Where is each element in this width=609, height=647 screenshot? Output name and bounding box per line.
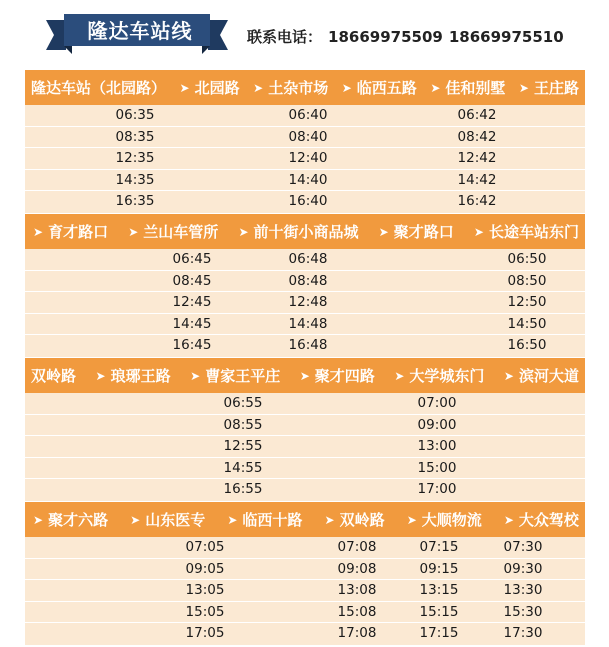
stop-label: 兰山车管所 — [143, 223, 219, 241]
time-cell: 15:30 — [503, 603, 543, 620]
stop-label: 前十街小商品城 — [253, 223, 359, 241]
stop — [225, 509, 302, 530]
time-cell: 06:48 — [288, 251, 328, 267]
arrow-right-icon: ➤ — [33, 512, 44, 527]
route-header-1 — [25, 70, 585, 105]
table-row — [25, 170, 585, 192]
stop — [298, 365, 375, 386]
time-cell: 08:40 — [288, 128, 328, 145]
stop-label: 琅琊王路 — [110, 367, 171, 385]
stop — [323, 509, 385, 530]
time-cell: 08:42 — [457, 128, 497, 145]
time-cell: 12:45 — [172, 294, 212, 310]
arrow-right-icon: ➤ — [324, 512, 335, 527]
stop-label: 大众驾校 — [518, 511, 579, 529]
table-row — [25, 105, 585, 127]
route-header-3 — [25, 358, 585, 393]
route-header-2 — [25, 214, 585, 249]
table-row — [25, 580, 585, 602]
time-table-3 — [25, 393, 585, 501]
time-cell: 17:05 — [185, 625, 225, 641]
time-cell: 13:00 — [417, 438, 457, 454]
route-section-1 — [25, 70, 585, 213]
time-cell: 17:08 — [337, 625, 377, 641]
time-cell: 09:08 — [337, 560, 377, 577]
time-cell: 12:42 — [457, 150, 497, 166]
stop-label: 双岭路 — [31, 367, 77, 385]
table-row — [25, 249, 585, 271]
time-cell: 16:50 — [507, 337, 547, 353]
stop — [472, 221, 579, 242]
time-cell: 07:30 — [503, 539, 543, 555]
time-cell: 16:35 — [115, 193, 155, 209]
table-row — [25, 458, 585, 480]
stop — [502, 509, 579, 530]
arrow-right-icon: ➤ — [130, 512, 141, 527]
time-cell: 08:35 — [115, 128, 155, 145]
stop — [377, 221, 454, 242]
stop-label: 临西五路 — [356, 79, 417, 97]
stop — [178, 77, 240, 98]
table-row — [25, 415, 585, 437]
time-cell: 16:45 — [172, 337, 212, 353]
stop-label: 育才路口 — [48, 223, 109, 241]
time-cell: 14:50 — [507, 315, 547, 332]
time-cell: 17:30 — [503, 625, 543, 641]
stop-label: 长途车站东门 — [488, 223, 579, 241]
time-cell: 16:55 — [223, 481, 263, 497]
arrow-right-icon: ➤ — [299, 368, 310, 383]
arrow-right-icon: ➤ — [394, 368, 405, 383]
table-row — [25, 479, 585, 501]
stop-label: 聚才四路 — [314, 367, 375, 385]
time-cell: 13:08 — [337, 582, 377, 598]
arrow-right-icon: ➤ — [33, 224, 44, 239]
arrow-right-icon: ➤ — [95, 368, 106, 383]
stop — [128, 509, 205, 530]
time-cell: 14:40 — [288, 171, 328, 188]
stop-label: 王庄路 — [533, 79, 579, 97]
stop — [31, 509, 108, 530]
table-row — [25, 623, 585, 645]
time-cell: 12:55 — [223, 438, 263, 454]
time-cell: 16:40 — [288, 193, 328, 209]
time-cell: 14:42 — [457, 171, 497, 188]
time-cell: 13:15 — [419, 582, 459, 598]
time-cell: 15:15 — [419, 603, 459, 620]
phone-number-2[interactable]: 18669975510 — [448, 28, 564, 46]
time-cell: 09:05 — [185, 560, 225, 577]
time-cell: 07:00 — [417, 395, 457, 411]
table-row — [25, 393, 585, 415]
arrow-right-icon: ➤ — [179, 80, 190, 95]
time-cell: 14:55 — [223, 459, 263, 476]
arrow-right-icon: ➤ — [503, 368, 514, 383]
stop — [340, 77, 417, 98]
stop — [502, 365, 579, 386]
time-cell: 17:00 — [417, 481, 457, 497]
arrow-right-icon: ➤ — [503, 512, 514, 527]
time-cell: 12:48 — [288, 294, 328, 310]
time-cell: 17:15 — [419, 625, 459, 641]
time-cell: 15:08 — [337, 603, 377, 620]
arrow-right-icon: ➤ — [518, 80, 529, 95]
time-cell: 08:50 — [507, 272, 547, 289]
time-cell: 09:15 — [419, 560, 459, 577]
time-cell: 08:48 — [288, 272, 328, 289]
arrow-right-icon: ➤ — [378, 224, 389, 239]
contact-label: 联系电话： — [247, 28, 323, 46]
route-header-4 — [25, 502, 585, 537]
table-row — [25, 335, 585, 357]
arrow-right-icon: ➤ — [227, 512, 238, 527]
stop — [236, 221, 358, 242]
stop-label: 聚才路口 — [393, 223, 454, 241]
stop — [126, 221, 218, 242]
table-row — [25, 127, 585, 149]
stop — [94, 365, 171, 386]
stop — [31, 221, 108, 242]
stop — [188, 365, 280, 386]
stop-label: 土杂市场 — [268, 79, 329, 97]
contact-info — [247, 26, 570, 48]
stop-label: 隆达车站（北园路） — [31, 79, 167, 97]
time-cell: 08:55 — [223, 416, 263, 433]
arrow-right-icon: ➤ — [190, 368, 201, 383]
stop-label: 大顺物流 — [421, 511, 482, 529]
time-cell: 06:42 — [457, 107, 497, 123]
time-cell: 06:55 — [223, 395, 263, 411]
stop — [405, 509, 482, 530]
time-cell: 07:15 — [419, 539, 459, 555]
stop-label: 北园路 — [194, 79, 240, 97]
table-row — [25, 292, 585, 314]
stop — [31, 365, 76, 386]
arrow-right-icon: ➤ — [128, 224, 139, 239]
table-row — [25, 436, 585, 458]
time-cell: 15:00 — [417, 459, 457, 476]
time-cell: 07:05 — [185, 539, 225, 555]
time-cell: 13:30 — [503, 582, 543, 598]
time-cell: 15:05 — [185, 603, 225, 620]
stop-label: 双岭路 — [339, 511, 385, 529]
table-row — [25, 314, 585, 336]
table-row — [25, 602, 585, 624]
time-cell: 12:40 — [288, 150, 328, 166]
table-row — [25, 191, 585, 213]
arrow-right-icon: ➤ — [341, 80, 352, 95]
arrow-right-icon: ➤ — [430, 80, 441, 95]
time-cell: 09:00 — [417, 416, 457, 433]
time-cell: 14:45 — [172, 315, 212, 332]
time-cell: 06:50 — [507, 251, 547, 267]
table-row — [25, 537, 585, 559]
page-title: 隆达车站线 — [87, 19, 193, 43]
time-table-4 — [25, 537, 585, 645]
time-cell: 16:48 — [288, 337, 328, 353]
time-cell: 12:35 — [115, 150, 155, 166]
stop-label: 滨河大道 — [518, 367, 579, 385]
time-cell: 06:40 — [288, 107, 328, 123]
title-ribbon — [44, 10, 230, 56]
time-cell: 08:45 — [172, 272, 212, 289]
stop — [392, 365, 484, 386]
route-section-2 — [25, 214, 585, 357]
stop — [517, 77, 579, 98]
stop-label: 临西十路 — [242, 511, 303, 529]
time-cell: 09:30 — [503, 560, 543, 577]
time-cell: 14:48 — [288, 315, 328, 332]
arrow-right-icon: ➤ — [253, 80, 264, 95]
time-cell: 13:05 — [185, 582, 225, 598]
stop — [31, 77, 166, 98]
stop-label: 大学城东门 — [409, 367, 485, 385]
time-cell: 12:50 — [507, 294, 547, 310]
time-cell: 16:42 — [457, 193, 497, 209]
time-cell: 06:45 — [172, 251, 212, 267]
stop — [251, 77, 328, 98]
stop-label: 山东医专 — [145, 511, 206, 529]
stop-label: 聚才六路 — [48, 511, 109, 529]
arrow-right-icon: ➤ — [238, 224, 249, 239]
time-cell: 06:35 — [115, 107, 155, 123]
table-row — [25, 559, 585, 581]
time-cell: 14:35 — [115, 171, 155, 188]
table-row — [25, 271, 585, 293]
route-section-4 — [25, 502, 585, 645]
route-section-3 — [25, 358, 585, 501]
stop-label: 佳和别墅 — [445, 79, 506, 97]
phone-number-1[interactable]: 18669975509 — [328, 28, 443, 46]
time-table-2 — [25, 249, 585, 357]
arrow-right-icon: ➤ — [473, 224, 484, 239]
stop-label: 曹家王平庄 — [205, 367, 281, 385]
table-row — [25, 148, 585, 170]
stop — [428, 77, 505, 98]
time-table-1 — [25, 105, 585, 213]
arrow-right-icon: ➤ — [406, 512, 417, 527]
time-cell: 07:08 — [337, 539, 377, 555]
